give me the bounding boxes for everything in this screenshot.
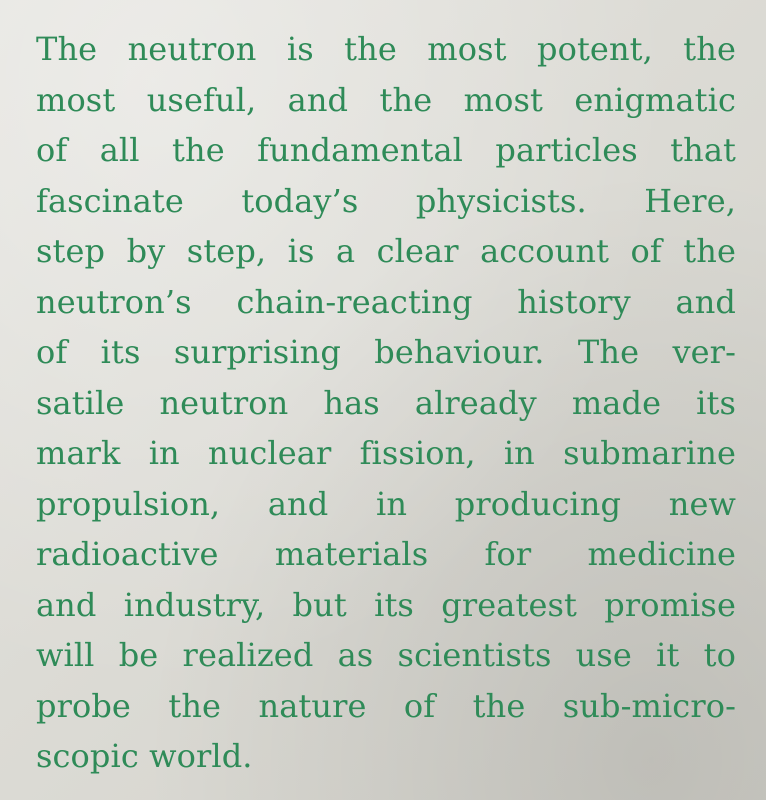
blurb-paragraph bbox=[36, 24, 736, 782]
blurb-line: will be realized as scientists use it to bbox=[36, 636, 736, 674]
blurb-line: of all the fundamental particles that bbox=[36, 131, 736, 169]
blurb-line: mark in nuclear fission, in submarine bbox=[36, 434, 736, 472]
blurb-line: satile neutron has already made its bbox=[36, 383, 736, 422]
blurb-line: step by step, is a clear account of the bbox=[36, 232, 736, 270]
blurb-line: of its surprising behaviour. The ver- bbox=[36, 333, 736, 371]
blurb-line-last: scopic world. bbox=[36, 737, 253, 775]
blurb-line: and industry, but its greatest promise bbox=[36, 585, 736, 624]
blurb-line: most useful, and the most enigmatic bbox=[36, 80, 736, 119]
blurb-line: propulsion, and in producing new bbox=[36, 484, 736, 523]
blurb-line: The neutron is the most potent, the bbox=[36, 30, 736, 68]
blurb-line: radioactive materials for medicine bbox=[36, 535, 736, 573]
blurb-line: probe the nature of the sub-micro- bbox=[36, 686, 736, 725]
blurb-line: fascinate today’s physicists. Here, bbox=[36, 181, 736, 220]
blurb-line: neutron’s chain-reacting history and bbox=[36, 282, 736, 321]
